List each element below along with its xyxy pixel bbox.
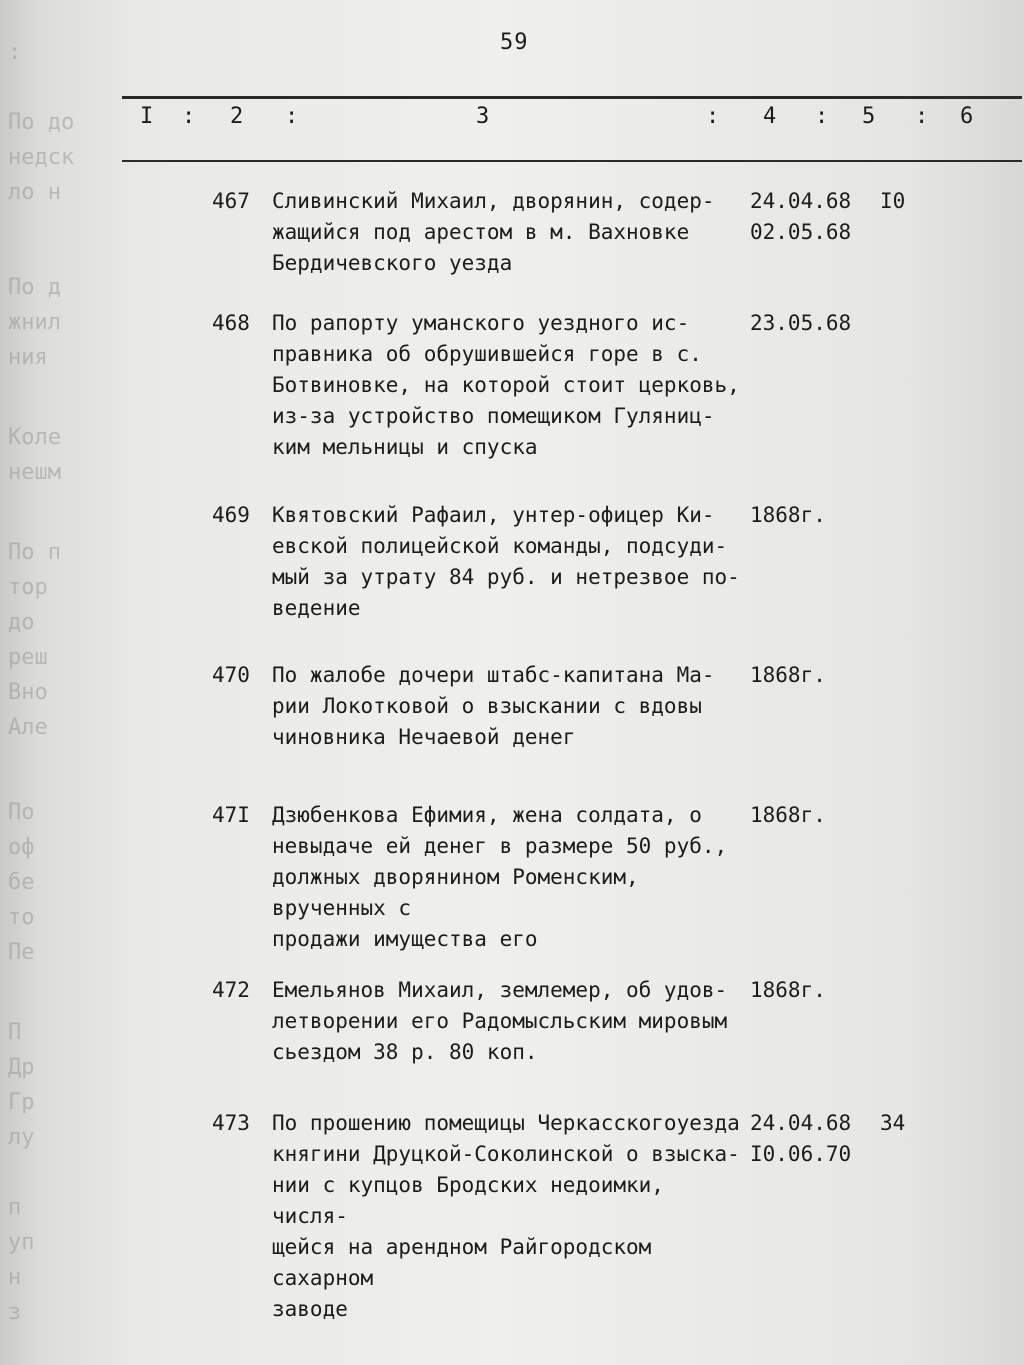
entry-number: 468: [212, 311, 250, 335]
entry-title: Дзюбенкова Ефимия, жена солдата, о невыдаче ей денег в размере 50 руб., должных дворянином Роменским, врученных с продажи имущества его: [272, 803, 728, 951]
header-bottom-rule: [122, 160, 1022, 162]
entry-dates: 1868г.: [750, 978, 826, 1002]
entry-title: Емельянов Михаил, землемер, об удов- летворении его Радомысльским мировым сьездом 38 р. 80 коп.: [272, 978, 728, 1064]
column-separator: :: [285, 104, 299, 129]
column-2-label: 2: [230, 104, 244, 129]
entry-number: 467: [212, 189, 250, 213]
entry-number: 473: [212, 1111, 250, 1135]
entry-number: 47I: [212, 803, 250, 827]
column-3-label: 3: [476, 104, 490, 129]
entry-title: По прошению помещицы Черкасскогоуезда княгини Друцкой-Соколинской о взыска- нии с купцов Бродских недоимки, числя- щейся на арендном Райгородском сахарном заводе: [272, 1111, 740, 1321]
entry-dates: 24.04.68 02.05.68: [750, 189, 852, 244]
column-separator: :: [706, 104, 720, 129]
header-top-rule: [122, 96, 1022, 99]
entry-number: 472: [212, 978, 250, 1002]
entry-title: По рапорту уманского уездного ис- правника об обрушившейся горе в с. Ботвиновке, на которой стоит церковь, из-за устройство помещиком Гуляниц- ким мельницы и спуска: [272, 311, 740, 459]
column-4-label: 4: [763, 104, 777, 129]
entry-title: Сливинский Михаил, дворянин, содер- жащийся под арестом в м. Вахновке Бердичевского уезда: [272, 189, 715, 275]
column-5-label: 5: [862, 104, 876, 129]
column-separator: :: [182, 104, 196, 129]
entry-dates: 24.04.68 I0.06.70: [750, 1111, 852, 1166]
entry-sheets: I0: [880, 189, 906, 213]
entry-title: Квятовский Рафаил, унтер-офицер Ки- евской полицейской команды, подсуди- мый за утрату 84 руб. и нетрезвое по- ведение: [272, 503, 740, 620]
entry-sheets: 34: [880, 1111, 906, 1135]
column-separator: :: [915, 104, 929, 129]
entry-number: 470: [212, 663, 250, 687]
column-header: [0, 104, 1024, 154]
column-6-label: 6: [960, 104, 974, 129]
previous-page-bleed: : По до недск ло н По д жнил ния Коле нешм По п тор до реш Вно Але По оф бе то Пе П Др Гр лу п уп н з: [8, 40, 75, 1325]
entry-dates: 23.05.68: [750, 311, 852, 335]
entry-number: 469: [212, 503, 250, 527]
entry-dates: 1868г.: [750, 663, 826, 687]
column-1-label: I: [140, 104, 154, 129]
entry-dates: 1868г.: [750, 503, 826, 527]
page-number: 59: [500, 30, 529, 55]
entry-dates: 1868г.: [750, 803, 826, 827]
column-separator: :: [815, 104, 829, 129]
entry-title: По жалобе дочери штабс-капитана Ма- рии Локотковой о взыскании с вдовы чиновника Нечаевой денег: [272, 663, 715, 749]
